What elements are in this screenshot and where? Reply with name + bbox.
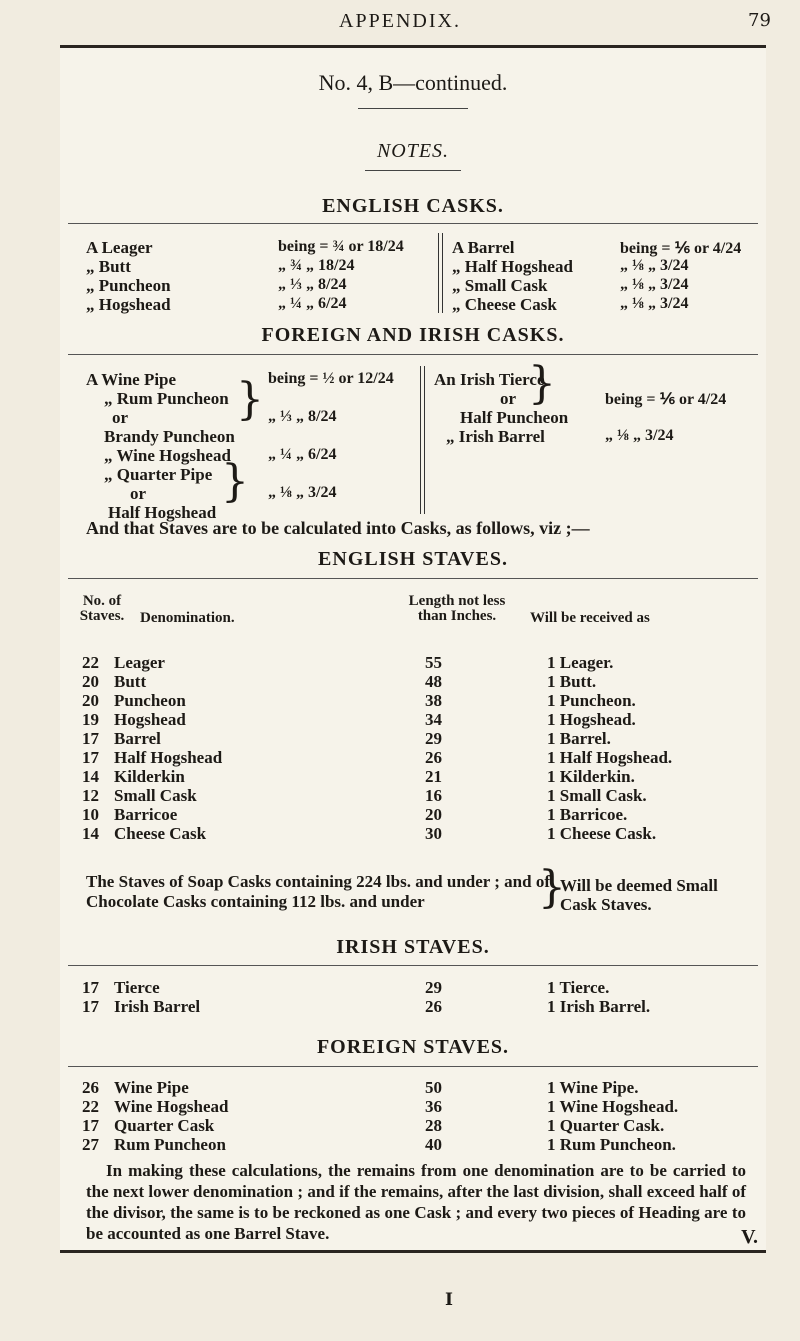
stave-denomination: Irish Barrel [114,997,201,1016]
stave-count: 17 [82,748,99,767]
stave-denomination: Quarter Cask [114,1116,215,1135]
column-divider [420,366,421,514]
stave-count: 22 [82,1097,99,1116]
stave-received: 1 Rum Puncheon. [547,1135,676,1154]
signature-mark: V. [741,1226,758,1248]
stave-denomination: Cheese Cask [114,824,207,843]
stave-length: 48 [425,672,442,691]
brace-glyph: } [538,862,566,913]
cask-ratio: „ ¼ „ 6/24 [278,295,347,312]
stave-received: 1 Wine Hogshead. [547,1097,679,1116]
stave-count: 17 [82,729,99,748]
cask-ratio: „ ⅓ „ 8/24 [278,276,347,293]
stave-count: 14 [82,767,99,786]
cask-name: A Leager [86,238,153,257]
cask-ratio: being = ¾ or 18/24 [278,238,404,255]
stave-count: 10 [82,805,99,824]
stave-received: 1 Puncheon. [547,691,636,710]
stave-count: 20 [82,691,99,710]
cask-name: A Barrel [452,238,515,257]
stave-length: 55 [425,653,442,672]
cask-ratio: „ ¾ „ 18/24 [278,257,355,274]
cask-name: „ Wine Hogshead [104,446,231,465]
cask-ratio: „ ¼ „ 6/24 [268,446,337,463]
cask-name: Brandy Puncheon [104,427,235,446]
cask-name: or [130,484,147,503]
divider [68,578,758,579]
cask-name: „ Rum Puncheon [104,389,229,408]
brace-glyph: } [528,358,556,409]
stave-count: 17 [82,997,99,1016]
stave-count: 17 [82,978,99,997]
stave-length: 21 [425,767,442,786]
stave-received: 1 Hogshead. [547,710,636,729]
divider [358,108,468,109]
cask-name: An Irish Tierce [434,370,545,389]
stave-denomination: Puncheon [114,691,186,710]
stave-received: 1 Barricoe. [547,805,628,824]
page-number: 79 [748,10,771,31]
stave-denomination: Wine Pipe [114,1078,189,1097]
col-header-length: Length not less than Inches. [408,593,506,624]
divider [68,965,758,966]
cask-name: Half Puncheon [460,408,569,427]
stave-denomination: Small Cask [114,786,197,805]
cask-name: „ Irish Barrel [446,427,545,446]
stave-received: 1 Leager. [547,653,614,672]
stave-length: 34 [425,710,442,729]
cask-name: „ Cheese Cask [452,295,557,314]
stave-length: 20 [425,805,442,824]
cask-name: „ Puncheon [86,276,171,295]
stave-length: 29 [425,729,442,748]
stave-received: 1 Irish Barrel. [547,997,651,1016]
cask-ratio: „ ⅛ „ 3/24 [620,257,689,274]
cask-ratio: „ ⅓ „ 8/24 [268,408,337,425]
stave-received: 1 Small Cask. [547,786,647,805]
cask-name: „ Half Hogshead [452,257,573,276]
column-divider [442,233,443,313]
notes-heading: NOTES. [376,140,450,162]
stave-count: 26 [82,1078,99,1097]
stave-received: 1 Half Hogshead. [547,748,673,767]
running-head: APPENDIX. [339,10,461,32]
stave-length: 40 [425,1135,442,1154]
stave-length: 26 [425,997,442,1016]
stave-count: 27 [82,1135,99,1154]
stave-received: 1 Barrel. [547,729,611,748]
stave-count: 19 [82,710,99,729]
stave-length: 36 [425,1097,442,1116]
cask-name: A Wine Pipe [86,370,177,389]
stave-count: 17 [82,1116,99,1135]
section-title: No. 4, B—continued. [318,70,508,95]
brace-glyph: } [221,456,249,507]
stave-denomination: Kilderkin [114,767,185,786]
cask-name: „ Small Cask [452,276,548,295]
soap-chocolate-note: The Staves of Soap Casks containing 224 lbs. and under ; and of Chocolate Casks containing 112 lbs. and under [86,872,550,911]
english-staves-heading: ENGLISH STAVES. [318,548,508,570]
cask-name: or [500,389,517,408]
page-header [0,0,800,50]
stave-denomination: Rum Puncheon [114,1135,226,1154]
stave-length: 26 [425,748,442,767]
cask-name: „ Quarter Pipe [104,465,213,484]
cask-name: „ Hogshead [86,295,171,314]
column-divider [438,233,439,313]
cask-name: or [112,408,129,427]
stave-received: 1 Cheese Cask. [547,824,657,843]
divider [365,170,461,171]
divider [68,1066,758,1067]
stave-length: 30 [425,824,442,843]
stave-denomination: Barricoe [114,805,178,824]
stave-denomination: Butt [114,672,147,691]
stave-count: 20 [82,672,99,691]
divider [68,223,758,224]
foreign-casks-heading: FOREIGN AND IRISH CASKS. [261,324,565,346]
irish-staves-heading: IRISH STAVES. [336,936,490,958]
cask-ratio: „ ⅛ „ 3/24 [268,484,337,501]
stave-length: 16 [425,786,442,805]
stave-denomination: Hogshead [114,710,186,729]
stave-received: 1 Quarter Cask. [547,1116,665,1135]
stave-count: 22 [82,653,99,672]
stave-denomination: Barrel [114,729,161,748]
soap-received: Will be deemed Small Cask Staves. [560,876,718,914]
stave-length: 38 [425,691,442,710]
stave-received: 1 Butt. [547,672,597,691]
stave-count: 14 [82,824,99,843]
column-divider [424,366,425,514]
cask-ratio: „ ⅛ „ 3/24 [620,295,689,312]
cask-name: „ Butt [86,257,131,276]
stave-denomination: Half Hogshead [114,748,223,767]
stave-count: 12 [82,786,99,805]
stave-received: 1 Kilderkin. [547,767,635,786]
cask-ratio: being = ⅙ or 4/24 [605,391,727,408]
stave-received: 1 Tierce. [547,978,610,997]
closing-paragraph: In making these calculations, the remains from one denomination are to be carried to the next lower denomination ; and if the remains, after the last division, shall exceed half of the divisor, the same is to be reckoned as one Cask ; and every two pieces of Heading are to be accounted as one Barrel Stave. [86,1161,746,1243]
cask-ratio: „ ⅛ „ 3/24 [605,427,674,444]
col-header-denomination: Denomination. [140,610,235,626]
stave-denomination: Leager [114,653,165,672]
stave-length: 50 [425,1078,442,1097]
stave-length: 28 [425,1116,442,1135]
stave-denomination: Tierce [114,978,160,997]
staves-intro: And that Staves are to be calculated into Casks, as follows, viz ;— [86,518,590,538]
english-casks-heading: ENGLISH CASKS. [322,195,504,217]
cask-ratio: „ ⅛ „ 3/24 [620,276,689,293]
cask-ratio: being = ½ or 12/24 [268,370,394,387]
foreign-staves-heading: FOREIGN STAVES. [316,1036,510,1058]
stave-received: 1 Wine Pipe. [547,1078,639,1097]
brace-glyph: } [236,374,264,425]
col-header-received: Will be received as [530,610,650,626]
divider [68,354,758,355]
cask-ratio: being = ⅙ or 4/24 [620,240,742,257]
stave-denomination: Wine Hogshead [114,1097,229,1116]
stave-length: 29 [425,978,442,997]
footer-mark: I [445,1290,453,1310]
cask-name: Half Hogshead [108,503,217,522]
col-header-no: No. of Staves. [79,593,125,624]
notes-panel [60,45,766,1253]
